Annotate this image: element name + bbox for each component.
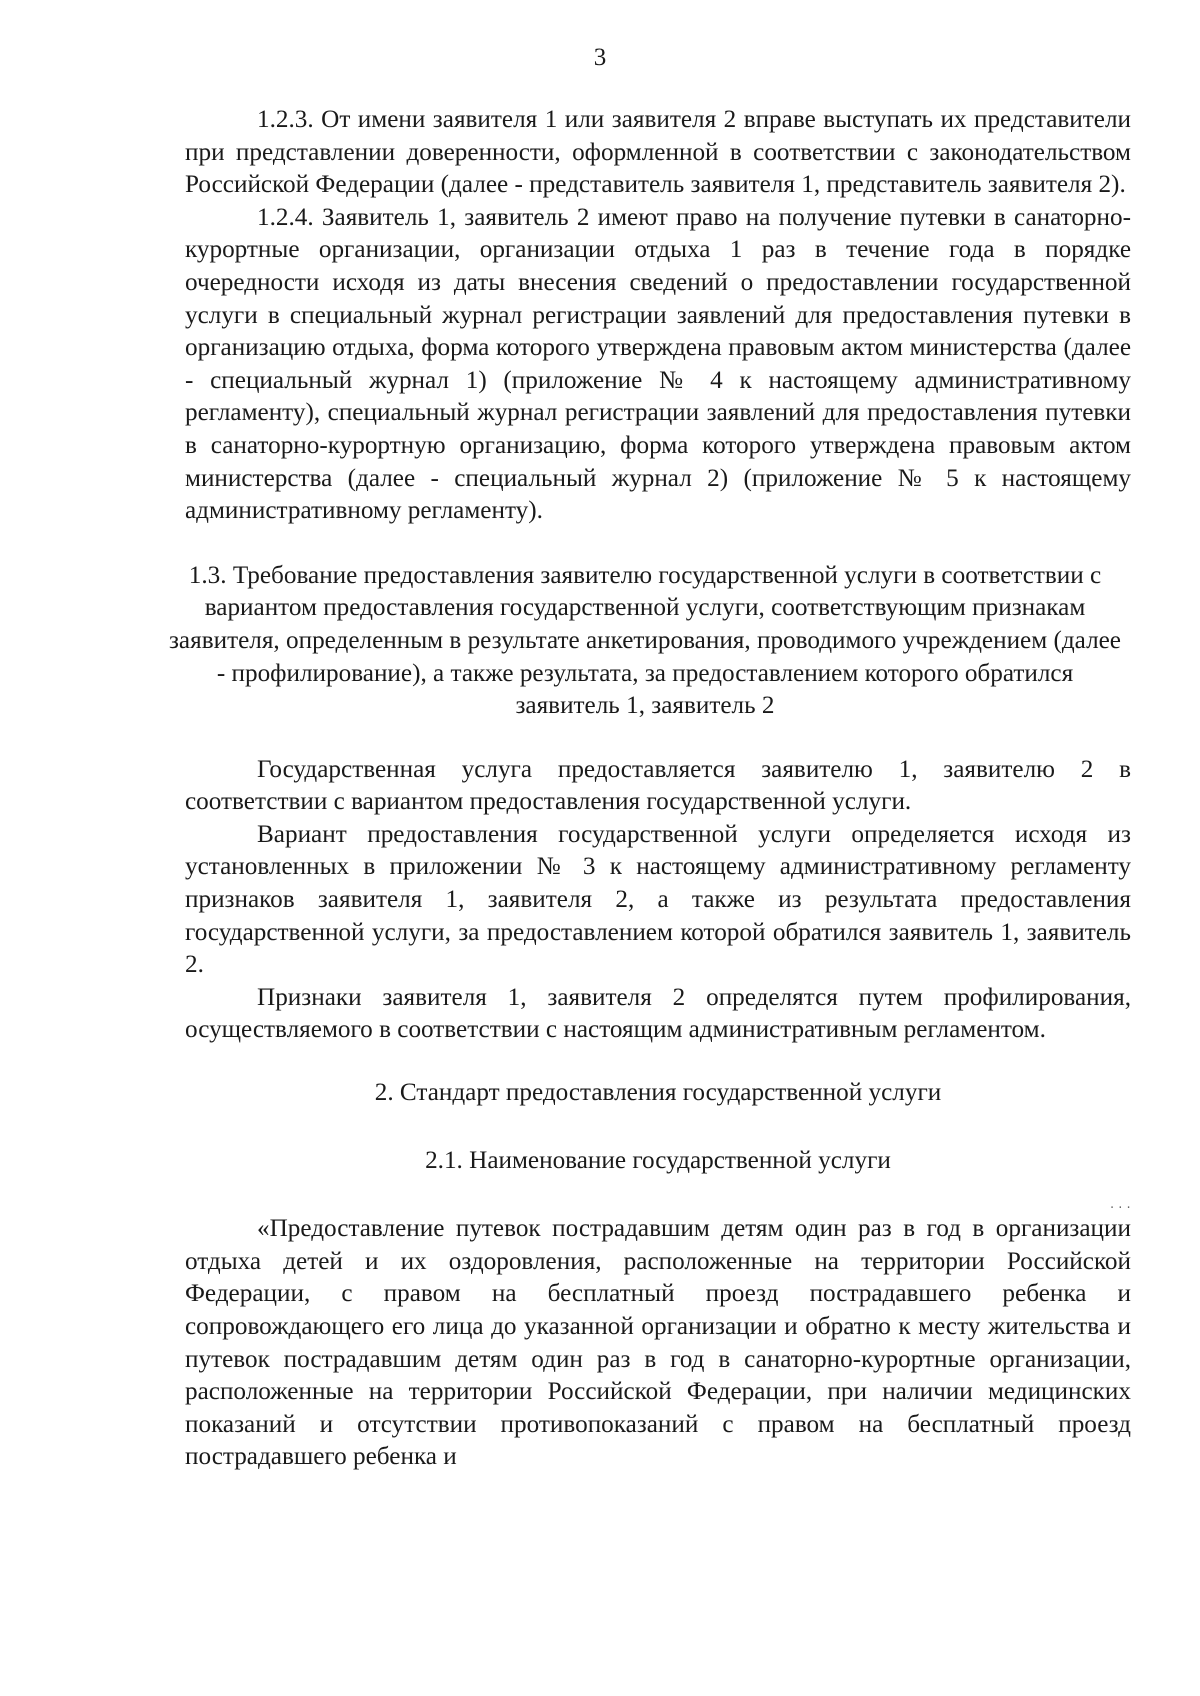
paragraph-1-2-3: 1.2.3. От имени заявителя 1 или заявителя 2 вправе выступать их представители при представлении доверенности, оформленной в соответствии с законодательством Российской Федерации (далее - представитель заявителя 1, представитель заявителя 2). [185, 106, 1131, 199]
document-body [168, 104, 1131, 1474]
section-heading-2: 2. Стандарт предоставления государственной услуги [374, 1079, 942, 1107]
paragraph-service-name: «Предоставление путевок пострадавшим детям один раз в год в организации отдыха детей и их оздоровления, расположенные на территории Российской Федерации, с правом на бесплатный проезд пострадавшего ребенка и сопровождающего его лица до указанной организации и обратно к месту жительства и путевок пострадавшим детям один раз в год в санаторно-курортные организации, расположенные на территории Российской Федерации, при наличии медицинских показаний и отсутствии противопоказаний с правом на бесплатный проезд пострадавшего ребенка и [185, 1215, 1131, 1471]
paragraph-service-variant: Государственная услуга предоставляется заявителю 1, заявителю 2 в соответствии с вариантом предоставления государственной услуги. [185, 755, 1131, 816]
section-heading-2-1: 2.1. Наименование государственной услуги [425, 1146, 891, 1174]
paragraph-applicant-attributes: Признаки заявителя 1, заявителя 2 определятся путем профилирования, осуществляемого в соответствии с настоящим административным регламентом. [185, 983, 1131, 1044]
paragraph-1-2-4: 1.2.4. Заявитель 1, заявитель 2 имеют право на получение путевки в санаторно-курортные организации, организации отдыха 1 раз в течение года в порядке очередности исходя из даты внесения сведений о предоставлении государственной услуги в специальный журнал регистрации заявлений для предоставления путевки в организацию отдыха, форма которого утверждена правовым актом министерства (далее - специальный журнал 1) (приложение № 4 к настоящему административному регламенту), специальный журнал регистрации заявлений для предоставления путевки в санаторно-курортную организацию, форма которого утверждена правовым актом министерства (далее - специальный журнал 2) (приложение № 5 к настоящему административному регламенту). [185, 203, 1131, 525]
paragraph-variant-determination: Вариант предоставления государственной услуги определяется исходя из установленных в приложении № 3 к настоящему административному регламенту признаков заявителя 1, заявителя 2, а также из результата предоставления государственной услуги, за предоставлением которой обратился заявитель 1, заявитель 2. [185, 820, 1131, 979]
page-number: 3 [593, 44, 607, 71]
scan-noise-mark: · · · [1110, 1201, 1131, 1216]
section-heading-1-3: 1.3. Требование предоставления заявителю государственной услуги в соответствии с вариантом предоставления государственной услуги, соответствующим признакам заявителя, определенным в результате анкетирования, проводимого учреждением (далее - профилирование), а также результата, за предоставлением которого обратился заявитель 1, заявитель 2 [168, 561, 1121, 720]
